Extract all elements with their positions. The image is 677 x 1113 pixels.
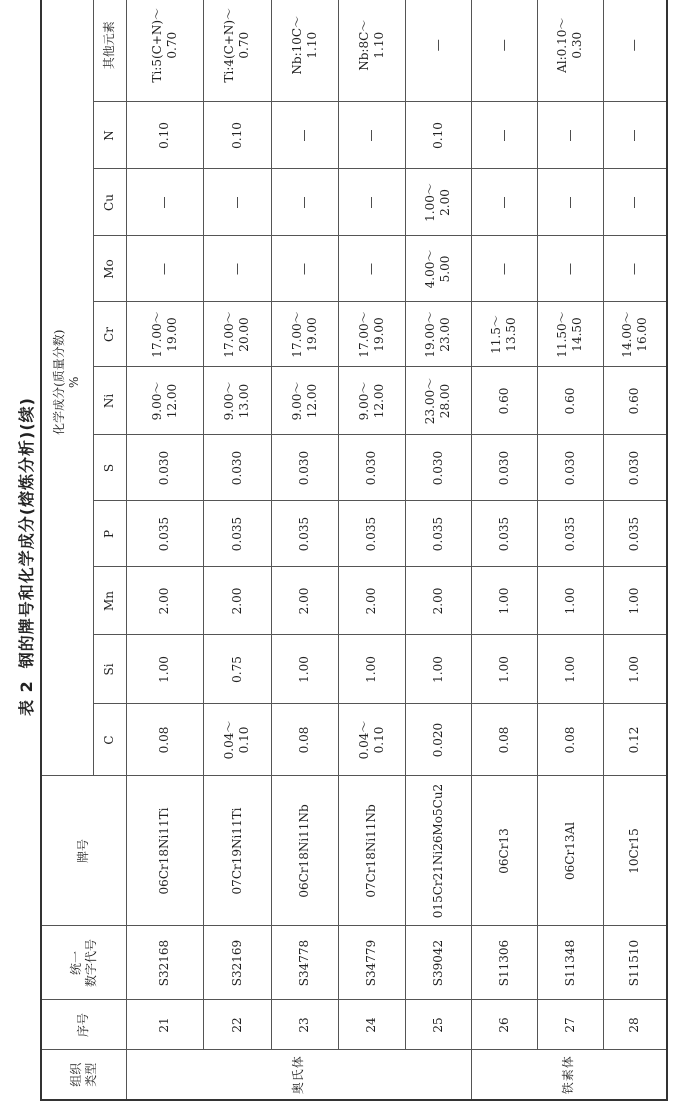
value-cell: 0.035 — [471, 501, 537, 567]
value-cell: 17.00～ 19.00 — [126, 302, 203, 367]
value-cell: — — [203, 236, 271, 302]
table-row — [471, 0, 537, 1100]
header-element: P — [93, 501, 126, 567]
code-cell: S39042 — [405, 926, 471, 1000]
value-cell: 0.035 — [203, 501, 271, 567]
value-cell: — — [126, 169, 203, 236]
value-cell: 0.10 — [126, 102, 203, 169]
value-cell: — — [338, 236, 405, 302]
header-grade: 牌号 — [41, 776, 126, 926]
value-cell: 0.12 — [603, 704, 667, 776]
table-body — [126, 0, 667, 1100]
value-cell: 1.00 — [537, 567, 603, 635]
grade-cell: 07Cr18Ni11Nb — [338, 776, 405, 926]
value-cell: 9.00～ 12.00 — [271, 367, 338, 435]
header-element: S — [93, 435, 126, 501]
value-cell: 1.00 — [471, 635, 537, 704]
value-cell: — — [603, 0, 667, 102]
header-element: Mn — [93, 567, 126, 635]
value-cell: 0.030 — [603, 435, 667, 501]
value-cell: — — [537, 236, 603, 302]
table-row — [126, 0, 203, 1100]
code-cell: S34779 — [338, 926, 405, 1000]
table-row — [603, 0, 667, 1100]
value-cell: — — [603, 169, 667, 236]
value-cell: — — [405, 0, 471, 102]
code-cell: S11510 — [603, 926, 667, 1000]
header-element: 其他元素 — [93, 0, 126, 102]
header-element: Cu — [93, 169, 126, 236]
value-cell: 2.00 — [338, 567, 405, 635]
value-cell: 0.08 — [126, 704, 203, 776]
value-cell: 1.00 — [405, 635, 471, 704]
header-element: Ni — [93, 367, 126, 435]
value-cell: 0.035 — [603, 501, 667, 567]
value-cell: 0.08 — [471, 704, 537, 776]
value-cell: 1.00 — [271, 635, 338, 704]
table-row — [338, 0, 405, 1100]
seq-cell: 26 — [471, 1000, 537, 1050]
value-cell: 0.035 — [405, 501, 471, 567]
header-element: C — [93, 704, 126, 776]
value-cell: — — [537, 102, 603, 169]
value-cell: 23.00～ 28.00 — [405, 367, 471, 435]
value-cell: 11.50～ 14.50 — [537, 302, 603, 367]
value-cell: — — [603, 102, 667, 169]
value-cell: 0.020 — [405, 704, 471, 776]
value-cell: 0.030 — [405, 435, 471, 501]
value-cell: 9.00～ 12.00 — [126, 367, 203, 435]
code-cell: S11348 — [537, 926, 603, 1000]
grade-cell: 07Cr19Ni11Ti — [203, 776, 271, 926]
value-cell: 0.10 — [405, 102, 471, 169]
code-cell: S34778 — [271, 926, 338, 1000]
value-cell: 0.04～ 0.10 — [338, 704, 405, 776]
value-cell: 0.035 — [126, 501, 203, 567]
seq-cell: 21 — [126, 1000, 203, 1050]
value-cell: — — [271, 169, 338, 236]
grade-cell: 06Cr18Ni11Nb — [271, 776, 338, 926]
seq-cell: 22 — [203, 1000, 271, 1050]
value-cell: 0.030 — [126, 435, 203, 501]
value-cell: 0.10 — [203, 102, 271, 169]
code-cell: S11306 — [471, 926, 537, 1000]
value-cell: — — [471, 102, 537, 169]
value-cell: 0.035 — [537, 501, 603, 567]
value-cell: Ti:4(C+N)～ 0.70 — [203, 0, 271, 102]
value-cell: — — [603, 236, 667, 302]
value-cell: 17.00～ 19.00 — [271, 302, 338, 367]
code-cell: S32168 — [126, 926, 203, 1000]
value-cell: 9.00～ 13.00 — [203, 367, 271, 435]
value-cell: 0.030 — [537, 435, 603, 501]
seq-cell: 24 — [338, 1000, 405, 1050]
value-cell: — — [537, 169, 603, 236]
value-cell: Nb:10C～ 1.10 — [271, 0, 338, 102]
value-cell: — — [203, 169, 271, 236]
header-element: N — [93, 102, 126, 169]
category-cell: 铁素体 — [471, 1050, 667, 1100]
header-chem-group: 化学成分(质量分数) % — [41, 0, 93, 776]
category-cell: 奥氏体 — [126, 1050, 471, 1100]
value-cell: 0.030 — [203, 435, 271, 501]
table-row — [405, 0, 471, 1100]
value-cell: 1.00 — [603, 567, 667, 635]
value-cell: 11.5～ 13.50 — [471, 302, 537, 367]
value-cell: — — [338, 102, 405, 169]
grade-cell: 015Cr21Ni26Mo5Cu2 — [405, 776, 471, 926]
header-category: 组织 类型 — [41, 1050, 126, 1100]
grade-cell: 06Cr13 — [471, 776, 537, 926]
value-cell: 19.00～ 23.00 — [405, 302, 471, 367]
table-number: 表 2 — [17, 680, 36, 716]
value-cell: 2.00 — [126, 567, 203, 635]
value-cell: — — [271, 102, 338, 169]
value-cell: 0.04～ 0.10 — [203, 704, 271, 776]
grade-cell: 10Cr15 — [603, 776, 667, 926]
value-cell: 14.00～ 16.00 — [603, 302, 667, 367]
composition-table — [40, 0, 668, 1101]
value-cell: — — [126, 236, 203, 302]
value-cell: 2.00 — [405, 567, 471, 635]
value-cell: 0.75 — [203, 635, 271, 704]
value-cell: 1.00 — [126, 635, 203, 704]
value-cell: — — [471, 236, 537, 302]
value-cell: 2.00 — [271, 567, 338, 635]
value-cell: 9.00～ 12.00 — [338, 367, 405, 435]
value-cell: 4.00～ 5.00 — [405, 236, 471, 302]
value-cell: 0.035 — [338, 501, 405, 567]
value-cell: Nb:8C～ 1.10 — [338, 0, 405, 102]
table-row — [203, 0, 271, 1100]
value-cell: 0.035 — [271, 501, 338, 567]
table-row — [537, 0, 603, 1100]
value-cell: 17.00～ 20.00 — [203, 302, 271, 367]
value-cell: 1.00 — [537, 635, 603, 704]
value-cell: 0.60 — [537, 367, 603, 435]
seq-cell: 23 — [271, 1000, 338, 1050]
value-cell: 0.60 — [471, 367, 537, 435]
seq-cell: 28 — [603, 1000, 667, 1050]
table-header — [41, 0, 126, 1100]
value-cell: 0.030 — [271, 435, 338, 501]
seq-cell: 27 — [537, 1000, 603, 1050]
seq-cell: 25 — [405, 1000, 471, 1050]
value-cell: 17.00～ 19.00 — [338, 302, 405, 367]
value-cell: 1.00 — [471, 567, 537, 635]
header-seq: 序号 — [41, 1000, 126, 1050]
value-cell: 0.030 — [338, 435, 405, 501]
code-cell: S32169 — [203, 926, 271, 1000]
grade-cell: 06Cr13Al — [537, 776, 603, 926]
table-title — [14, 0, 37, 1113]
value-cell: — — [271, 236, 338, 302]
value-cell: 0.60 — [603, 367, 667, 435]
value-cell: 0.030 — [471, 435, 537, 501]
value-cell: 0.08 — [537, 704, 603, 776]
value-cell: — — [471, 169, 537, 236]
value-cell: Ti:5(C+N)～ 0.70 — [126, 0, 203, 102]
value-cell: 0.08 — [271, 704, 338, 776]
header-element: Si — [93, 635, 126, 704]
value-cell: 2.00 — [203, 567, 271, 635]
value-cell: 1.00～ 2.00 — [405, 169, 471, 236]
value-cell: — — [338, 169, 405, 236]
value-cell: Al:0.10～ 0.30 — [537, 0, 603, 102]
table-row — [271, 0, 338, 1100]
header-element: Cr — [93, 302, 126, 367]
header-element: Mo — [93, 236, 126, 302]
header-code: 统一 数字代号 — [41, 926, 126, 1000]
grade-cell: 06Cr18Ni11Ti — [126, 776, 203, 926]
value-cell: 1.00 — [338, 635, 405, 704]
value-cell: 1.00 — [603, 635, 667, 704]
table-caption: 钢的牌号和化学成分(熔炼分析)(续) — [17, 397, 36, 669]
value-cell: — — [471, 0, 537, 102]
